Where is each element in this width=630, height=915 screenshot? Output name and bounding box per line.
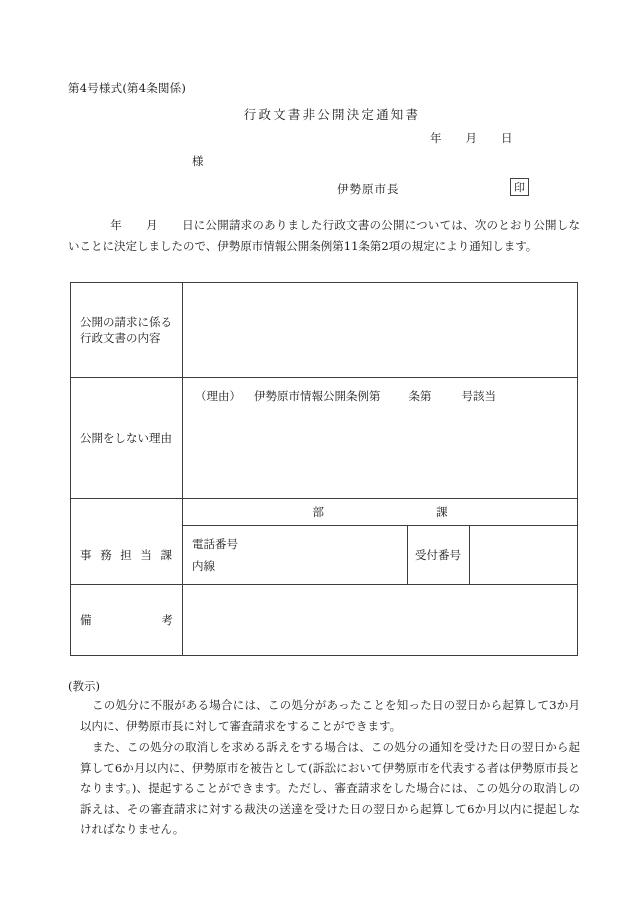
- form-number: 第4号様式(第4条関係): [68, 81, 187, 95]
- instructions-paragraph-1: この処分に不服がある場合には、この処分があったことを知った日の翌日から起算して3か月以内に、伊勢原市長に対して審査請求をすることができます。: [80, 698, 580, 733]
- content-label-line1: 公開の請求に係る: [80, 315, 172, 329]
- office-label-char-4: 当: [140, 547, 152, 562]
- receipt-number-label: 受付番号: [415, 548, 461, 562]
- addressee-honorific: 様: [192, 154, 204, 168]
- content-label-line2: 行政文書の内容: [80, 331, 161, 345]
- remarks-value-cell[interactable]: [183, 585, 578, 656]
- request-date-year: 年: [110, 218, 122, 232]
- table-row-remarks: [71, 585, 578, 656]
- remarks-label-char-1: 備: [80, 613, 92, 627]
- office-label-cell-top: [71, 499, 183, 526]
- remarks-value-text: [183, 585, 577, 601]
- decision-form-table: [70, 282, 578, 656]
- issue-date-day: 日: [501, 131, 513, 145]
- reason-value-cell[interactable]: [183, 378, 578, 499]
- table-row-document-content: [71, 283, 578, 378]
- reason-ordinance: 伊勢原市情報公開条例第: [254, 389, 381, 403]
- office-label-text: [71, 526, 182, 585]
- instructions-heading: (教示): [68, 679, 100, 693]
- remarks-label-text: [71, 585, 182, 655]
- contact-inner-table: [183, 526, 577, 584]
- reason-prefix: （理由）: [195, 389, 241, 403]
- remarks-label-cell: [71, 585, 183, 656]
- receipt-number-value-cell[interactable]: [469, 526, 577, 584]
- issue-date-month: 月: [465, 131, 477, 145]
- reason-item: 号該当: [461, 389, 496, 403]
- table-row-reason: [71, 378, 578, 499]
- department-bu-label: 部: [312, 505, 324, 519]
- department-ka-label: 課: [436, 505, 448, 519]
- receipt-number-label-cell: [407, 526, 469, 584]
- department-cell[interactable]: [183, 499, 578, 526]
- office-label-char-3: 担: [120, 547, 132, 562]
- contact-cell: [183, 526, 578, 585]
- content-value-text: [183, 283, 577, 299]
- office-label-char-1: 事: [80, 547, 92, 562]
- request-date-month: 月: [145, 218, 158, 232]
- content-label-cell: [71, 283, 183, 378]
- body-paragraph: [68, 215, 580, 257]
- seal-stamp-box: 印: [510, 178, 529, 196]
- reason-statute-line: [183, 378, 577, 406]
- telephone-label: 電話番号: [192, 537, 238, 551]
- issue-date-line: [430, 130, 513, 146]
- telephone-cell[interactable]: [183, 526, 407, 584]
- table-row-department: [71, 499, 578, 526]
- reason-label-cell: [71, 378, 183, 499]
- content-label-text: [71, 283, 182, 377]
- table-row-office-contact: [71, 526, 578, 585]
- department-line: [183, 499, 577, 525]
- reason-label-text: 公開をしない理由: [80, 431, 172, 445]
- reason-article: 条第: [408, 389, 432, 403]
- body-paragraph-text: 日に公開請求のありました行政文書の公開については、次のとおり公開しないことに決定しましたので、伊勢原市情報公開条例第11条第2項の規定により通知します。: [68, 218, 580, 253]
- instructions-paragraph-2: また、この処分の取消しを求める訴えをする場合は、この処分の通知を受けた日の翌日から起算して6か月以内に、伊勢原市を被告として(訴訟において伊勢原市を代表する者は伊勢原市長となります。)、提起することができます。ただし、審査請求をした場合には、この処分の取消しの訴えは、その審査請求に対する裁決の送達を受けた日の翌日から起算して6か月以内に提起しなければなりません。: [80, 740, 580, 836]
- office-label-char-5: 課: [160, 547, 172, 562]
- remarks-label-char-2: 考: [161, 613, 173, 627]
- extension-label: 内線: [192, 559, 215, 573]
- issuer-name: 伊勢原市長: [337, 182, 400, 196]
- office-label-char-2: 務: [100, 547, 112, 562]
- issue-date-year: 年: [430, 131, 442, 145]
- instructions-body: [80, 695, 580, 840]
- receipt-number-value: [470, 526, 578, 542]
- telephone-lines: [183, 526, 407, 584]
- reason-value-text: [183, 406, 577, 422]
- page-title: 行政文書非公開決定通知書: [243, 107, 421, 122]
- content-value-cell[interactable]: [183, 283, 578, 378]
- office-label-cell: [71, 526, 183, 585]
